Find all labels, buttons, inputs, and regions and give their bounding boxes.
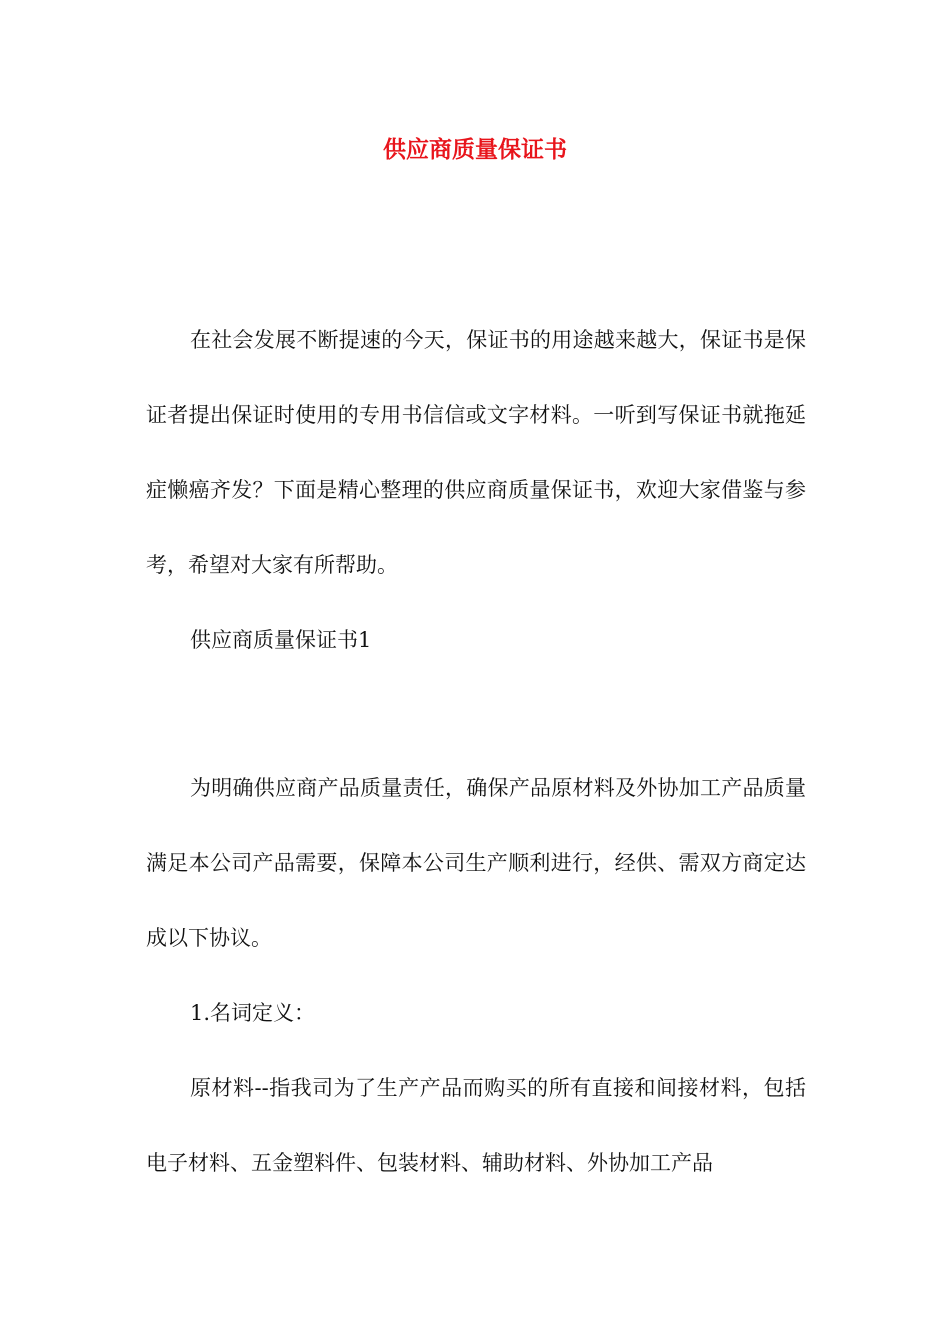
- definition-paragraph: 原材料--指我司为了生产产品而购买的所有直接和间接材料，包括电子材料、五金塑料件、包装材料、辅助材料、外协加工产品: [146, 1076, 806, 1175]
- section-heading: 供应商质量保证书1: [190, 628, 372, 652]
- item-heading: 1.名词定义：: [190, 1001, 316, 1025]
- document-title: 供应商质量保证书: [383, 137, 567, 163]
- agreement-paragraph: 为明确供应商产品质量责任，确保产品原材料及外协加工产品质量满足本公司产品需要，保障本公司生产顺利进行，经供、需双方商定达成以下协议。: [146, 776, 806, 950]
- intro-paragraph: 在社会发展不断提速的今天，保证书的用途越来越大，保证书是保证者提出保证时使用的专用书信信或文字材料。一听到写保证书就拖延症懒癌齐发？下面是精心整理的供应商质量保证书，欢迎大家借鉴与参考，希望对大家有所帮助。: [146, 328, 806, 577]
